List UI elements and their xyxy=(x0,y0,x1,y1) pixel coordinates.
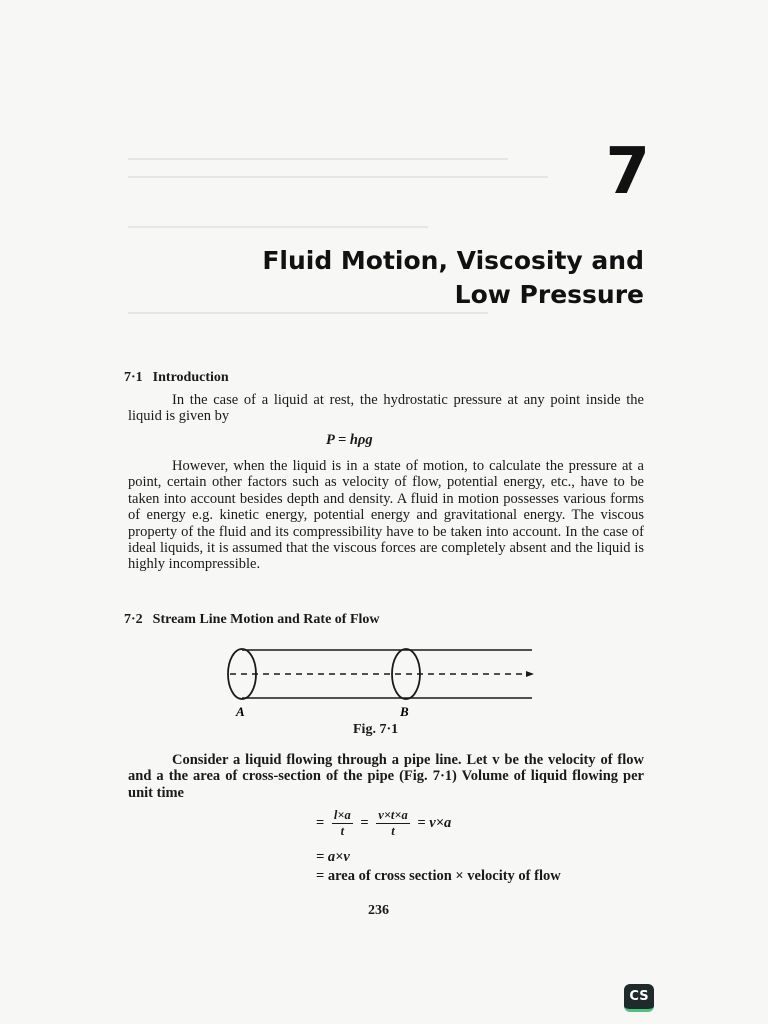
motion-paragraph xyxy=(128,458,644,573)
chapter-number: 7 xyxy=(605,135,650,209)
section-number: 7·1 xyxy=(124,370,143,385)
result-expression: = v×a xyxy=(417,814,452,831)
figure-caption: Fig. 7·1 xyxy=(353,722,399,737)
fraction-numerator: l×a xyxy=(333,808,351,822)
bleed-through-mark xyxy=(128,176,548,178)
flow-rate-derivation-line-3: = area of cross section × velocity of flow xyxy=(316,868,561,884)
flow-rate-derivation-line-1 xyxy=(316,808,451,839)
section-number: 7·2 xyxy=(124,612,143,627)
fraction-denominator: t xyxy=(391,824,395,838)
chapter-title-line-1: Fluid Motion, Viscosity and xyxy=(262,246,644,275)
section-title: Stream Line Motion and Rate of Flow xyxy=(152,612,380,627)
page-number: 236 xyxy=(368,903,389,918)
bleed-through-mark xyxy=(128,312,488,314)
camscanner-logo-icon: CS xyxy=(624,984,654,1012)
flow-paragraph xyxy=(128,752,644,801)
equals-sign: = xyxy=(316,814,325,831)
section-heading-introduction xyxy=(124,370,229,386)
chapter-title xyxy=(204,244,644,312)
chapter-title-line-2: Low Pressure xyxy=(454,280,644,309)
equals-sign: = xyxy=(360,814,369,831)
paragraph-text: In the case of a liquid at rest, the hydrostatic pressure at any point inside the liquid is given by xyxy=(128,392,644,425)
section-heading-stream-line xyxy=(124,612,380,628)
flow-rate-derivation-line-2: = a×v xyxy=(316,849,350,865)
fraction-numerator: v×t×a xyxy=(378,808,408,822)
label-a: A xyxy=(236,704,245,719)
bleed-through-mark xyxy=(128,226,428,228)
label-b: B xyxy=(400,704,409,719)
intro-paragraph xyxy=(128,392,644,425)
bleed-through-mark xyxy=(128,158,508,160)
fraction-volume-time xyxy=(332,808,353,839)
section-title: Introduction xyxy=(152,370,229,385)
paragraph-text: However, when the liquid is in a state of motion, to calculate the pressure at a point, certain other factors such as velocity of flow, potential energy, etc., have to be taken into account besides depth and density. A fluid in motion possesses various forms of energy e.g. kinetic energy, potential energy and gravitational energy. The viscous property of the fluid and its compressibility have to be taken into account. In the case of ideal liquids, it is assumed that the viscous forces are completely absent and the liquid is highly incompressible. xyxy=(128,458,644,573)
fraction-velocity-time-area xyxy=(376,808,410,839)
fraction-denominator: t xyxy=(340,824,345,838)
paragraph-text: Consider a liquid flowing through a pipe line. Let v be the velocity of flow and a the area of cross-section of the pipe (Fig. 7·1) Volume of liquid flowing per unit time xyxy=(128,752,644,801)
flow-arrow-icon xyxy=(526,671,534,677)
pressure-equation: P = hρg xyxy=(326,432,373,448)
pipe-flow-figure xyxy=(222,642,542,722)
